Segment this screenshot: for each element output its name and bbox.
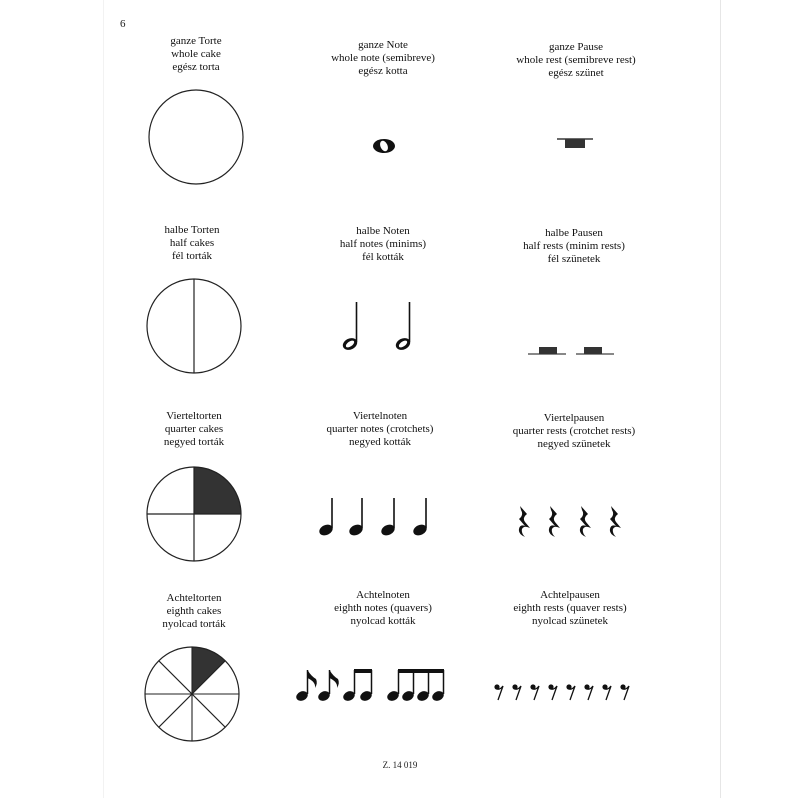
label-english: half cakes <box>169 237 215 249</box>
label-hungarian: egész torta <box>172 61 220 73</box>
label-hungarian: fél torták <box>171 250 212 262</box>
whole-note-label <box>283 39 483 78</box>
eighth-rests-icon <box>490 682 640 704</box>
quarter-cakes-icon <box>144 466 244 566</box>
label-hungarian: negyed kották <box>348 436 411 448</box>
quarter-rests-label <box>474 412 674 451</box>
quarter-note-icon <box>380 498 397 537</box>
label-english: quarter cakes <box>164 423 224 435</box>
whole-note-icon <box>370 136 400 156</box>
label-english: whole cake <box>171 48 221 60</box>
label-german: halbe Noten <box>356 225 410 237</box>
half-cakes-icon <box>144 278 244 378</box>
whole-rest-icon <box>555 136 595 156</box>
label-german: ganze Pause <box>548 41 604 53</box>
label-english: eighth rests (quaver rests) <box>513 602 627 614</box>
label-english: half rests (minim rests) <box>523 240 625 252</box>
beamed-eighth-pair-icon <box>342 669 374 703</box>
label-german: Achtelnoten <box>356 589 410 601</box>
eighth-cakes-label <box>94 592 294 631</box>
label-hungarian: fél kották <box>362 251 404 263</box>
quarter-note-icon <box>412 498 429 537</box>
label-hungarian: fél szünetek <box>547 253 601 265</box>
label-german: halbe Torten <box>164 224 220 236</box>
label-hungarian: nyolcad szünetek <box>531 615 609 627</box>
eighth-notes-label <box>283 589 483 628</box>
whole-cake-icon <box>146 90 246 190</box>
whole-cake-label <box>96 35 296 74</box>
label-german: Achteltorten <box>166 592 222 604</box>
label-hungarian: egész szünet <box>548 67 604 79</box>
eighth-rest-icon <box>548 684 557 700</box>
label-hungarian: nyolcad kották <box>350 615 416 627</box>
eighth-cakes-icon <box>142 644 242 744</box>
quarter-notes-icon <box>316 494 440 540</box>
quarter-rest-icon <box>519 506 530 537</box>
label-english: half notes (minims) <box>339 238 427 250</box>
eighth-rest-icon <box>566 684 575 700</box>
label-english: eighth notes (quavers) <box>334 602 432 614</box>
label-english: whole rest (semibreve rest) <box>516 54 636 66</box>
half-rests-label <box>474 227 674 266</box>
eighth-note-icon <box>317 670 339 703</box>
label-german: Vierteltorten <box>166 410 222 422</box>
publisher-code: Z. 14 019 <box>382 760 418 770</box>
label-english: eighth cakes <box>166 605 222 617</box>
half-notes-label <box>283 225 483 264</box>
label-english: quarter rests (crotchet rests) <box>512 425 636 437</box>
quarter-rest-icon <box>549 506 560 537</box>
label-hungarian: nyolcad torták <box>162 618 226 630</box>
label-english: quarter notes (crotchets) <box>326 423 434 435</box>
half-note-icon <box>341 302 359 352</box>
eighth-rest-icon <box>530 684 539 700</box>
half-note-icon <box>394 302 412 352</box>
label-hungarian: negyed torták <box>163 436 225 448</box>
half-rests-icon <box>526 342 616 362</box>
quarter-note-icon <box>348 498 365 537</box>
eighth-rest-icon <box>620 684 629 700</box>
quarter-note-icon <box>318 498 335 537</box>
half-cakes-label <box>92 224 292 263</box>
quarter-rest-icon <box>580 506 591 537</box>
eighth-note-icon <box>295 670 317 703</box>
beamed-eighth-quad-icon <box>386 669 446 703</box>
eighth-rests-label <box>470 589 670 628</box>
whole-rest-label <box>476 41 676 80</box>
quarter-notes-label <box>280 410 480 449</box>
half-notes-icon <box>335 298 425 358</box>
eighth-rest-icon <box>494 684 503 700</box>
page-number: 6 <box>120 18 126 30</box>
label-german: Achtelpausen <box>540 589 600 601</box>
quarter-rests-icon <box>510 504 630 540</box>
label-hungarian: negyed szünetek <box>537 438 611 450</box>
eighth-rest-icon <box>512 684 521 700</box>
label-german: Viertelnoten <box>352 410 408 422</box>
label-hungarian: egész kotta <box>358 65 408 77</box>
quarter-cakes-label <box>94 410 294 449</box>
label-german: halbe Pausen <box>545 227 603 239</box>
label-german: ganze Note <box>358 39 408 51</box>
eighth-notes-icon <box>294 664 454 704</box>
quarter-rest-icon <box>610 506 621 537</box>
eighth-rest-icon <box>602 684 611 700</box>
label-german: ganze Torte <box>170 35 222 47</box>
label-german: Viertelpausen <box>543 412 605 424</box>
eighth-rest-icon <box>584 684 593 700</box>
label-english: whole note (semibreve) <box>331 52 435 64</box>
